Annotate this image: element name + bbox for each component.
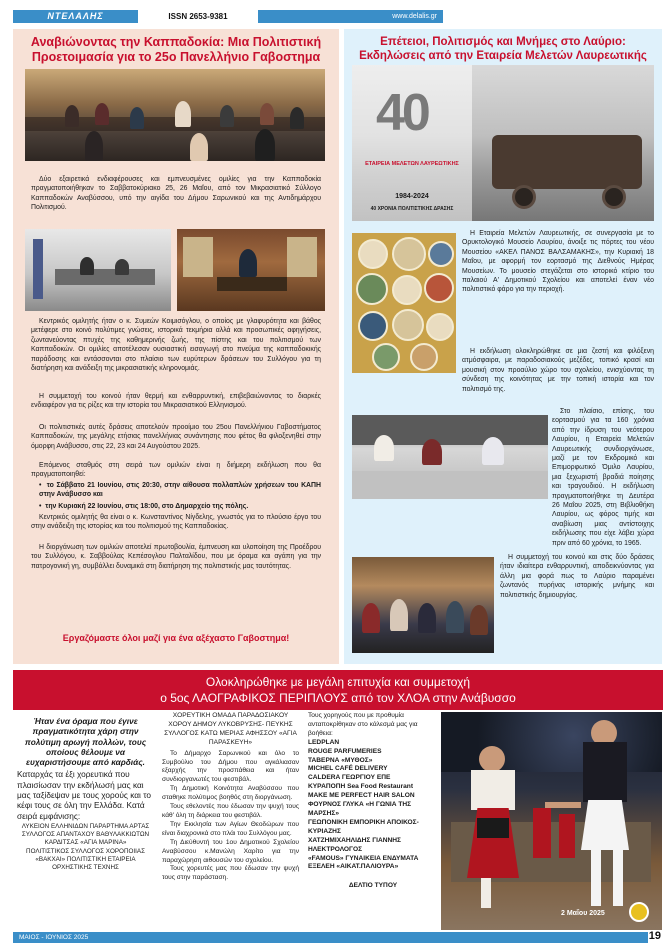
right-article — [344, 29, 662, 664]
left-paragraph-3: Οι πολιτιστικές αυτές δράσεις αποτελούν προοίμιο του 25ου Πανελλήνιου Γαβοστήματος Καππαδοκών, της μεγάλης ετήσιας πανελλήνιας συνάντησης που φέτος θα φιλοξενηθεί στην όμορφη Ανάβυσσο, στις 22, 23 και 24 Αυγούστου 2025. — [31, 424, 321, 450]
anniversary-logo-number: 40 — [376, 84, 428, 142]
thanks-community: Τη Δημοτική Κοινότητα Αναβύσσου που σταθηκε πολύτιμος βοηθός στη διοργάνωση. — [162, 785, 299, 802]
sponsors-list — [308, 739, 438, 873]
photo-date-caption: 2 Μαΐου 2025 — [561, 910, 605, 917]
sponsor-item: ΕΞΕΛΕΗ «ΑΙΚΑΤ.ΠΑΛΙΟΥΡΑ» — [308, 863, 399, 871]
lecture-photo-2 — [177, 229, 325, 311]
thanks-dancers: Τους χορευτές μας που έδωσαν την ψυχή τους στην παράσταση. — [162, 865, 299, 882]
left-closing-line: Εργαζόμαστε όλοι μαζί για ένα αξέχαστο Γαβοστημα! — [62, 633, 290, 643]
sponsor-item: ΓΕΩΠΟΝΙΚΗ ΕΜΠΟΡΙΚΗ ΑΠΟΙΚΟΣ- ΚΥΡΙΑΖΗΣ — [308, 818, 419, 835]
masthead-bar — [13, 10, 443, 23]
dance-groups-list-b: ΧΟΡΕΥΤΙΚΗ ΟΜΑΔΑ ΠΑΡΑΔΟΣΙΑΚΟΥ ΧΟΡΟΥ ΔΗΜΟΥ ΛΥΚΟΒΡΥΣΗΣ- ΠΕΥΚΗΣ ΣΥΛΛΟΓΟΣ ΚΑΤΩ ΜΕΡΙΑΣ ΑΦΗΣΣΟΥ «ΑΓΙΑ ΠΑΡΑΣΚΕΥΗ» — [164, 712, 297, 746]
sponsor-item: ΤΑΒΕΡΝΑ «ΜΥΘΟΣ» — [308, 756, 373, 764]
left-paragraph-4: Επόμενος σταθμός στη σειρά των ομιλιών είναι η διήμερη εκδήλωση που θα πραγματοποιηθεί: — [31, 462, 321, 479]
right-article-title: Επέτειοι, Πολιτισμός και Μνήμες στο Λαύριο: Εκδηλώσεις από την Εταιρεία Μελετών Λαυρεωτικής — [359, 36, 647, 62]
page-number: 19 — [648, 930, 661, 942]
sponsor-item: ΧΑΤΖΗΜΙΧΑΗΛΙΔΗΣ ΓΙΑΝΝΗΣ ΗΛΕΚΤΡΟΛΟΓΟΣ — [308, 836, 401, 853]
folk-dancers-photo — [441, 712, 662, 930]
press-release-signature: ΔΕΛΤΙΟ ΤΥΠΟΥ — [348, 882, 398, 890]
issn-number: ISSN 2653-9381 — [138, 10, 258, 23]
anniversary-logo-org: ΕΤΑΙΡΕΙΑ ΜΕΛΕΤΩΝ ΛΑΥΡΕΩΤΙΚΗΣ — [365, 161, 459, 167]
left-paragraph-6: Η διοργάνωση των ομιλιών αποτελεί πρωτοβουλία, έμπνευση και υλοποίηση της Προέδρου του Συλλόγου, κ. Σαββούλας Κεπέσογλου Παλταλίδου, που με όραμα και αγάπη για την πατρογονική γη, συμβάλλει δυναμικά στη διατήρηση της πολιτιστικής μας ταυτότητας. — [31, 544, 321, 570]
festival-lead: Ήταν ένα όραμα που έγινε πραγματικότητα χάρη στην πολύτιμη αρωγή πολλών, τους οποίους θέλουμε να ευχαριστήσουμε από καρδιάς. — [24, 716, 147, 768]
right-paragraph-1: Η Εταιρεία Μελετών Λαυρεωτικής, σε συνεργασία με το Ορυκτολογικό Μουσείο Λαυρίου, άνοιξε τις πόρτες του νέου Μουσείου «ΑΚΕΛ ΠΑΝΟΣ ΒΑΛΣΑΜΑΚΗΣ», την Κυριακή 18 Μαΐου, με αφορμή τον εορτασμό της Διεθνούς Ημέρας Μουσείων. Το μουσείο στεγάζεται στο ιστορικό κτίριο του παλαιού Α' Δημοτικού Σχολείου και αποτελεί έναν νέο πολιτιστικό φάρο για την περιοχή. — [462, 230, 654, 294]
thanks-school: Τη Διεύθυντή του 1ου Δημοτικού Σχολείου Αναβύσσου κ.Μανώλη Χαρίτο για την παραχώρηση αιθουσών του σχολείου. — [162, 838, 299, 864]
issue-date: ΜΑΙΟΣ - ΙΟΥΝΙΟΣ 2025 — [19, 934, 89, 941]
museum-anniversary-photo — [352, 65, 654, 221]
festival-banner — [13, 670, 663, 710]
sponsor-item: ΚΥΡΑΠΟΠΗ Sea Food Restaurant — [308, 783, 414, 791]
festival-column-3 — [308, 712, 438, 891]
audience-photo — [25, 69, 325, 161]
sponsor-item: ROUGE PARFUMERIES — [308, 747, 382, 755]
festival-logo-icon — [629, 902, 649, 922]
banner-line-1: Ολοκληρώθηκε με μεγάλη επιτυχία και συμμετοχή — [205, 675, 471, 689]
thanks-church: Την Εκκλησία των Αγίων Θεοδώρων που είναι διαχρονικά στο πλάι του Συλλόγου μας. — [162, 820, 299, 837]
left-article — [13, 29, 339, 664]
festival-column-1 — [17, 716, 154, 872]
right-paragraph-3: Στο πλαίσιο, επίσης, του εορτασμού για τα 160 χρόνια από την ίδρυση του νεότερου Λαυρίου, η Εταιρεία Μελετών Λαυρεωτικής συνδιοργάνωσε, μαζί με τον Εκδρομικό και Επιμορφωτικό Όμιλο Λαυρίου, μια ξεχωριστή βραδιά ποίησης και τραγουδιού. Η εκδήλωση πραγματοποιήθηκε τη Δευτέρα 26 Μαΐου 2025, στη Βιβλιοθήκη Λαυρίου, ως φόρος τιμής και αναβίωση μιας αντίστοιχης εκδήλωσης που είχε λάβει χώρα πριν από 60 χρόνια, το 1965. — [552, 408, 654, 547]
sponsor-item: «FAMOUS» ΓΥΝΑΙΚΕΙΑ ΕΝΔΥΜΑΤΑ — [308, 854, 419, 862]
festival-column-2 — [162, 712, 299, 883]
anniversary-logo-caption: 40 ΧΡΟΝΙΑ ΠΟΛΙΤΙΣΤΙΚΗΣ ΔΡΑΣΗΣ — [370, 206, 454, 212]
website-link[interactable]: www.delalis.gr — [258, 10, 443, 23]
sponsor-item: CALDERA ΓΕΩΡΓΙΟΥ ΕΠΕ — [308, 774, 391, 782]
sponsor-item: MICHEL CAFÉ DELIVERY — [308, 765, 388, 773]
dance-groups-list-a: ΛΥΚΕΙΟΝ ΕΛΛΗΝΙΔΩΝ ΠΑΡΑΡΤΗΜΑ ΑΡΤΑΣ ΣΥΛΛΟΓΟΣ ΑΠΑΝΤΑΧΟΥ ΒΑΘΥΛΑΚΚΙΩΤΩΝ ΚΑΡΔΙΤΣΑΣ «ΑΓΙΑ ΜΑΡΙΝΑ» ΠΟΛΙΤΙΣΤΙΚΟΣ ΣΥΛΛΟΓΟΣ ΧΟΡΟΠΟΙΙΑΣ «ΒΑΚΧΑΙ» ΠΟΛΙΤΙΣΤΙΚΗ ΕΤΑΙΡΕΙΑ ΟΡΧΗΣΤΙΚΗΣ ΤΕΧΝΗΣ — [21, 822, 150, 871]
right-paragraph-4: Η συμμετοχή του κοινού και στις δύο δράσεις ήταν ιδιαίτερα ενθαρρυντική, αποδεικνύοντας για άλλη μια φορά πως το Λαύριο παραμένει ζωντανός πυρήνας ιστορικής μνήμης και πολιτιστικής δημιουργίας. — [500, 554, 654, 599]
sponsor-item: LEDPLAN — [308, 738, 340, 746]
event-date-sunday: • την Κυριακή 22 Ιουνίου, στις 18:00, στο Δημαρχείο της πόλης. — [39, 503, 249, 510]
festival-intro: Καταρχάς τα έξι χορευτικά που πλαισίωσαν την εκδήλωσή μας και μας ταξίδεψαν με τους χορούς και το κέφι τους σε όλη την Ελλάδα. Κατά σειρά εμφάνισης: — [17, 769, 151, 821]
library-audience-photo — [352, 557, 494, 653]
banner-line-2: ο 5ος ΛΑΟΓΡΑΦΙΚΟΣ ΠΕΡΙΠΛΟΥΣ από τον ΧΛΟΑ στην Ανάβυσσο — [160, 691, 516, 705]
event-date-saturday: • το Σάββατο 21 Ιουνίου, στις 20:30, στην αίθουσα πολλαπλών χρήσεων του ΚΑΠΗ στην Ανάβυσσο και — [39, 482, 321, 499]
lecture-photo-1 — [25, 229, 171, 311]
left-intro: Δύο εξαιρετικά ενδιαφέρουσες και εμπνευσμένες ομιλίες για την Καππαδοκία πραγματοποιήθηκαν το Σαββατοκύριακο 25, 26 Μαΐου, από τον Μικρασιατικό Σύλλογο Καππαδοκών Αναβύσσου, υπό την αιγίδα του Δήμου Σαρωνικού και της Αντιδημάρχου Πολιτισμού. — [31, 176, 321, 212]
thanks-mayor: Το Δήμαρχο Σαρωνικού και όλο το Συμβούλιο του Δήμου που αγκάλιασαν εξαρχής την προσπάθεια και ήταν συνδιοργανωτές του φεστιβάλ. — [162, 749, 299, 784]
left-paragraph-5: Κεντρικός ομιλητής θα είναι ο κ. Κωνσταντίνος Νίγδελης, γνωστός για το πλούσιο έργο του στην ανάδειξη της ιστορίας και του πολιτισμού της Καππαδοκίας. — [31, 514, 321, 531]
anniversary-logo-years: 1984-2024 — [395, 193, 429, 200]
right-paragraph-2: Η εκδήλωση ολοκληρώθηκε σε μια ζεστή και φιλόξενη ατμόσφαιρα, με παραδοσιακούς μεζέδες, τοπικό κρασί και μουσική στον προαύλιο χώρο του σχολείου, ενισχύοντας τη σύνδεση της κοινότητας με την τοπική ιστορία και τον πολιτισμό της. — [462, 348, 654, 393]
brand-name: ΝΤΕΛΑΛΗΣ — [13, 10, 138, 23]
footer-bar — [13, 932, 648, 943]
left-paragraph-2: Η συμμετοχή του κοινού ήταν θερμή και ενθαρρυντική, επιβεβαιώνοντας το διαρκές ενδιαφέρον για τις ρίζες και την ιστορία του Μικρασιατικού Ελληνισμού. — [31, 393, 321, 410]
thanks-volunteers: Τους εθελοντές που έδωσαν την ψυχή τους κάθ' όλη τη διάρκεια του φεστιβάλ. — [162, 803, 299, 819]
sponsors-intro: Τους χορηγούς που με προθυμία ανταποκρίθηκαν στο κάλεσμά μας για βοήθεια: — [308, 712, 418, 737]
left-article-title: Αναβιώνοντας την Καππαδοκία: Μια Πολιτιστική Προετοιμασία για το 25ο Πανελλήνιο Γαβοστημα — [30, 35, 322, 64]
sponsor-item: ΦΟΥΡΝΟΣ ΓΛΥΚΑ «Η ΓΩΝΙΑ ΤΗΣ ΜΑΡΣΗΣ» — [308, 801, 412, 817]
sponsor-item: MAKE ME PERFECT HAIR SALON — [308, 792, 415, 800]
left-paragraph-1: Κεντρικός ομιλητής ήταν ο κ. Συμεών Κοιμισόγλου, ο οποίος με γλαφυρότητα και βάθος μετέφερε στο κοινό πολύτιμες γνώσεις, ιστορικά τεκμήρια αλλά και προσωπικές αφηγήσεις, ζωντανεύοντας πτυχές της καθημερινής ζωής, της πίστης και του πολιτισμού των Καππαδοκών. Οι ομιλίες αποτέλεσαν ουσιαστική εισαγωγή στο πνεύμα της καππαδοκικής παράδοσης και εντάσσονται στο πλαίσιο των ευρύτερων δράσεων του Συλλόγου για τη διατήρηση και ανάδειξη της μικρασιατικής κληρονομιάς. — [31, 318, 321, 373]
